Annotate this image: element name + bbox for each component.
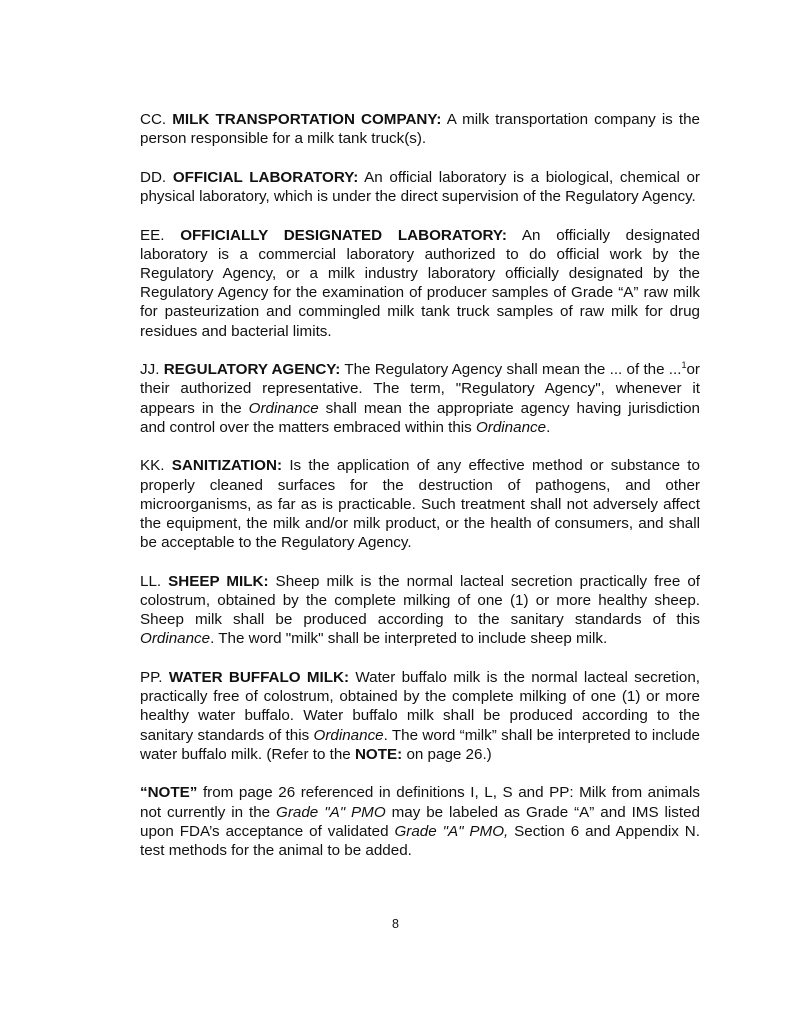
footnote-marker: 1 bbox=[681, 360, 687, 371]
definition-text: Water buffalo milk is the normal lacteal secretion, practically free of colostrum, obtained by the complete milking of one (1) or more healthy water buffalo. Water buffalo milk shall be produced according to the sanitary standards of this bbox=[140, 669, 700, 744]
definition-text: . bbox=[546, 418, 551, 436]
definition-paragraph bbox=[140, 360, 700, 437]
definition-letter: CC. bbox=[140, 111, 167, 128]
definition-text: Section 6 and Appendix N. test methods for the animal to be added. bbox=[140, 822, 700, 860]
italic-text: Grade "A" PMO bbox=[276, 803, 386, 821]
definition-text: Sheep milk is the normal lacteal secretion practically free of colostrum, obtained by the complete milking of one (1) or more healthy sheep. Sheep milk shall be produced according to the sanitary standards of this bbox=[140, 572, 700, 629]
definition-letter: EE. bbox=[140, 226, 165, 244]
definition-term: SANITIZATION: bbox=[171, 457, 283, 475]
definition-letter: DD. bbox=[140, 168, 167, 186]
italic-text: Ordinance bbox=[248, 399, 319, 417]
definition-text: The Regulatory Agency shall mean the ... of the ... bbox=[340, 361, 682, 379]
definition-letter: LL. bbox=[140, 572, 162, 590]
page-number: 8 bbox=[392, 917, 399, 931]
definition-term: WATER BUFFALO MILK: bbox=[168, 669, 350, 687]
definition-term: SHEEP MILK: bbox=[168, 572, 269, 590]
definitions-list bbox=[140, 110, 700, 860]
italic-text: Ordinance bbox=[313, 726, 384, 744]
definition-term: OFFICIALLY DESIGNATED LABORATORY: bbox=[180, 226, 507, 244]
definition-letter: JJ. bbox=[140, 361, 160, 379]
definition-paragraph bbox=[140, 668, 700, 764]
definition-paragraph bbox=[140, 456, 700, 552]
definition-text: An official laboratory is a biological, chemical or physical laboratory, which is under the direct supervision of the Regulatory Agency. bbox=[140, 168, 700, 205]
definition-text: . The word "milk" shall be interpreted to include sheep milk. bbox=[210, 630, 608, 648]
definition-letter: PP. bbox=[140, 669, 163, 687]
definition-text: A milk transportation company is the person responsible for a milk tank truck(s). bbox=[140, 111, 700, 148]
definition-term: “NOTE” bbox=[140, 784, 198, 802]
definition-paragraph bbox=[140, 572, 700, 649]
definition-text: Is the application of any effective method or substance to properly cleaned surfaces for the destruction of pathogens, and other microorganisms, as far as is practicable. Such treatment shall not adversely affect the equipment, the milk and/or milk product, or the health of consumers, and shall be acceptable to the Regulatory Agency. bbox=[140, 457, 700, 552]
definition-letter: KK. bbox=[140, 457, 165, 475]
definition-paragraph bbox=[140, 226, 700, 341]
bold-text: NOTE: bbox=[354, 745, 403, 763]
italic-text: Grade "A" PMO, bbox=[394, 822, 509, 840]
definition-text: may be labeled as Grade “A” and IMS listed upon FDA’s acceptance of validated bbox=[140, 803, 700, 840]
italic-text: Ordinance bbox=[475, 418, 547, 436]
definition-text: on page 26.) bbox=[402, 745, 492, 763]
definition-term: REGULATORY AGENCY: bbox=[163, 361, 341, 379]
italic-text: Ordinance bbox=[140, 630, 211, 648]
definition-text: An officially designated laboratory is a commercial laboratory authorized to do official work by the Regulatory Agency, or a milk industry laboratory officially designated by the Regulatory Agency for the examination of producer samples of Grade “A” raw milk for pasteurization and commingled milk tank truck samples of raw milk for drug residues and bacterial limits. bbox=[140, 226, 700, 340]
definition-text: from page 26 referenced in definitions I, L, S and PP: Milk from animals not currently in the bbox=[140, 784, 700, 821]
definition-term: OFFICIAL LABORATORY: bbox=[172, 168, 359, 186]
definition-text: or their authorized representative. The term, "Regulatory Agency", whenever it appears in the bbox=[140, 361, 700, 417]
definition-paragraph bbox=[140, 783, 700, 860]
definition-text: . The word “milk” shall be interpreted to include water buffalo milk. (Refer to the bbox=[140, 726, 700, 763]
definition-text: shall mean the appropriate agency having jurisdiction and control over the matters embraced within this bbox=[140, 399, 700, 436]
definition-paragraph bbox=[140, 110, 700, 148]
document-page bbox=[140, 110, 700, 880]
definition-paragraph bbox=[140, 168, 700, 206]
definition-term: MILK TRANSPORTATION COMPANY: bbox=[172, 111, 442, 128]
